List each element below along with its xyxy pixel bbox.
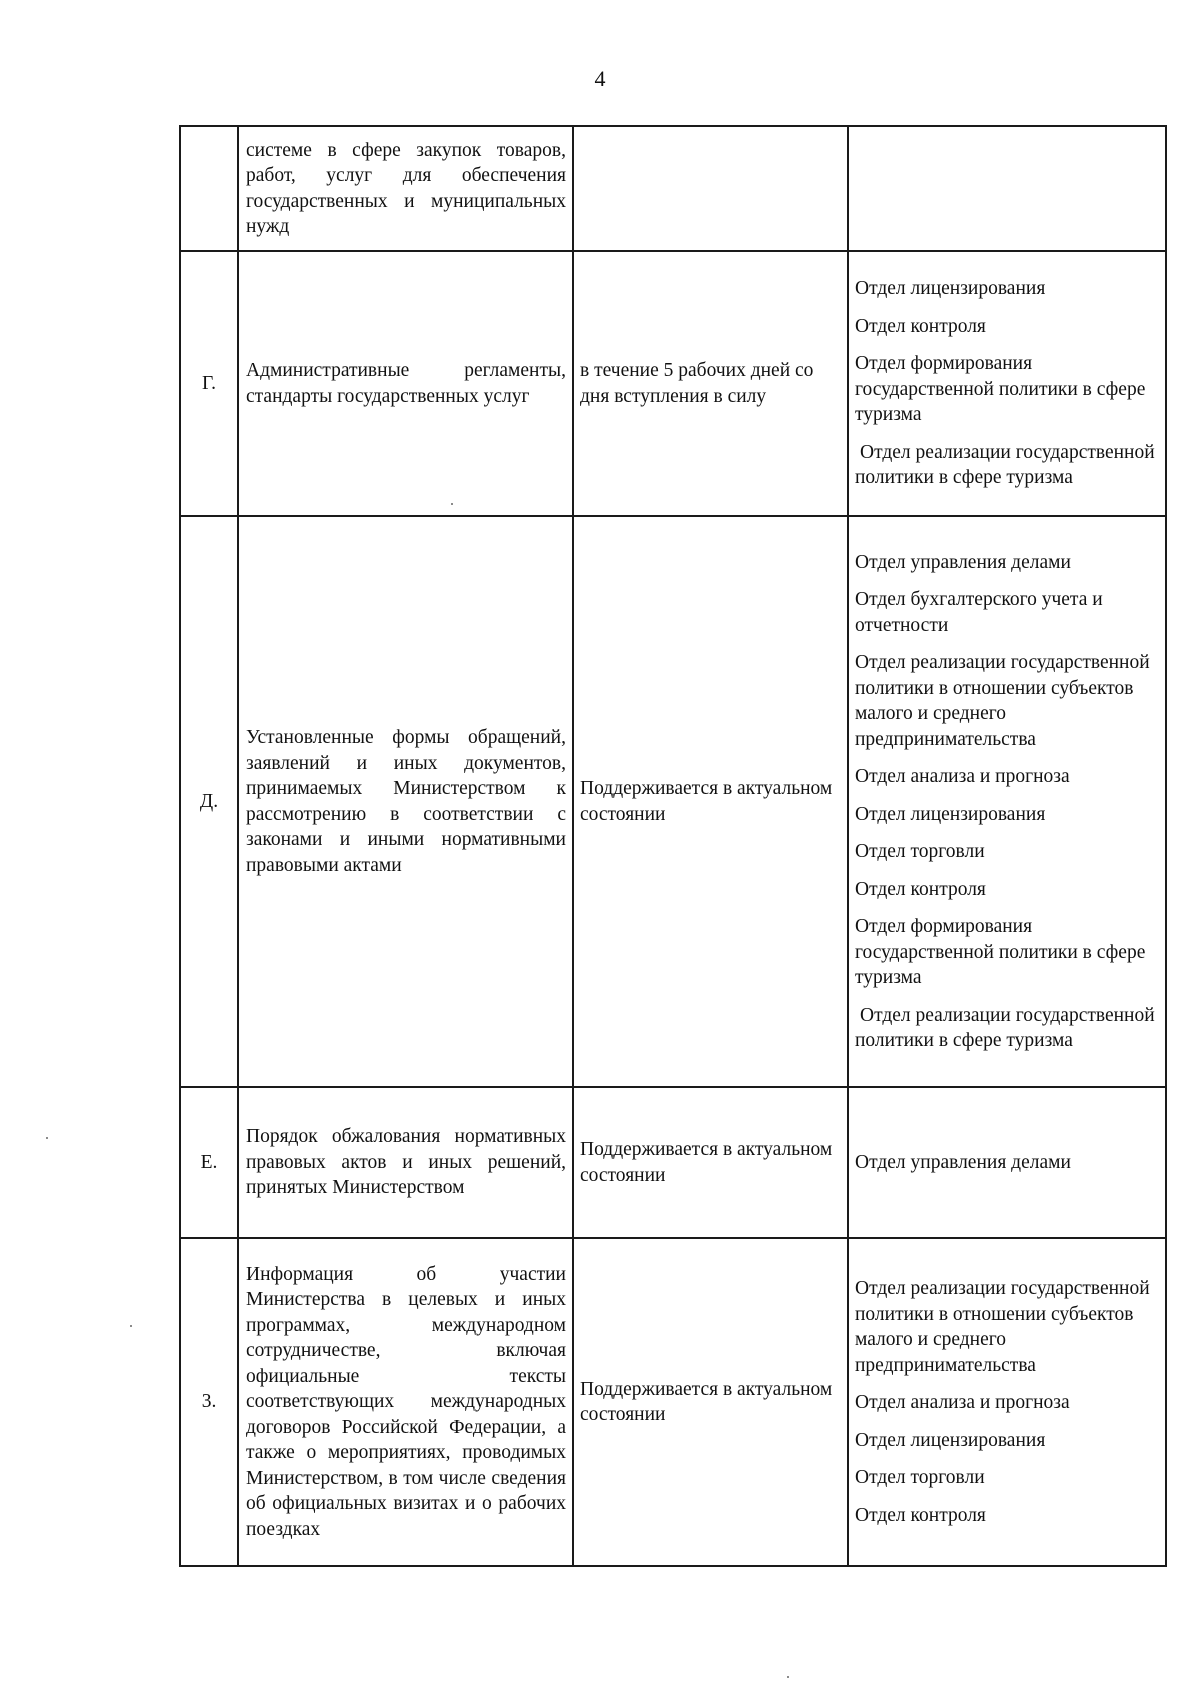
department-item: Отдел торговли xyxy=(855,841,985,862)
table-row xyxy=(180,251,1166,516)
department-item: Отдел лицензирования xyxy=(855,803,1046,825)
scan-speck xyxy=(130,1325,132,1327)
table-row xyxy=(180,126,1166,251)
department-item: Отдел формирования государственной политики в сфере туризма xyxy=(855,353,1146,426)
row-departments-cell xyxy=(848,1238,1166,1566)
row-title-cell: Административные регламенты, стандарты государственных услуг xyxy=(238,251,573,516)
department-item: Отдел лицензирования xyxy=(855,1429,1046,1451)
scan-speck xyxy=(451,503,453,505)
table-row xyxy=(180,516,1166,1087)
department-item: Отдел анализа и прогноза xyxy=(855,1392,1070,1413)
department-item: Отдел контроля xyxy=(855,315,986,337)
scan-speck xyxy=(46,1137,48,1139)
department-item: Отдел бухгалтерского учета и отчетности xyxy=(855,589,1103,636)
row-departments-cell xyxy=(848,126,1166,251)
department-item: Отдел реализации государственной политики в отношении субъектов малого и среднего предпринимательства xyxy=(855,652,1150,750)
row-index-cell: Е. xyxy=(180,1087,238,1238)
row-title-cell: Установленные формы обращений, заявлений и иных документов, принимаемых Министерством к рассмотрению в соответствии с законами и иными нормативными правовыми актами xyxy=(238,516,573,1087)
department-item: Отдел реализации государственной политики в сфере туризма xyxy=(855,1004,1155,1051)
row-index-cell xyxy=(180,126,238,251)
department-item: Отдел анализа и прогноза xyxy=(855,766,1070,787)
department-item: Отдел управления делами xyxy=(855,1151,1071,1173)
table-row xyxy=(180,1238,1166,1566)
row-term-cell: Поддерживается в актуальном состоянии xyxy=(573,516,848,1087)
department-item: Отдел лицензирования xyxy=(855,278,1046,300)
scan-speck xyxy=(787,1676,789,1678)
department-item: Отдел торговли xyxy=(855,1467,985,1488)
row-title-cell: Информация об участии Министерства в целевых и иных программах, международном сотрудничестве, включая официальные тексты соответствующих международных договоров Российской Федерации, а также о мероприятиях, проводимых Министерством, в том числе сведения об официальных визитах и о рабочих поездках xyxy=(238,1238,573,1566)
row-departments-cell xyxy=(848,1087,1166,1238)
page-number: 4 xyxy=(594,66,606,91)
department-item: Отдел управления делами xyxy=(855,551,1071,573)
document-table xyxy=(179,125,1167,1567)
table-row xyxy=(180,1087,1166,1238)
row-index-cell: 3. xyxy=(180,1238,238,1566)
department-item: Отдел контроля xyxy=(855,878,986,900)
department-item: Отдел формирования государственной политики в сфере туризма xyxy=(855,916,1146,988)
row-title-cell: системе в сфере закупок товаров, работ, услуг для обеспечения государственных и муниципальных нужд xyxy=(238,126,573,251)
row-title-cell: Порядок обжалования нормативных правовых актов и иных решений, принятых Министерством xyxy=(238,1087,573,1238)
department-item: Отдел реализации государственной политики в сфере туризма xyxy=(855,441,1155,489)
row-index-cell: Г. xyxy=(180,251,238,516)
row-term-cell: Поддерживается в актуальном состоянии xyxy=(573,1087,848,1238)
department-item: Отдел реализации государственной политики в отношении субъектов малого и среднего предпринимательства xyxy=(855,1278,1150,1376)
row-departments-cell xyxy=(848,516,1166,1087)
row-term-cell: Поддерживается в актуальном состоянии xyxy=(573,1238,848,1566)
department-item: Отдел контроля xyxy=(855,1504,986,1526)
row-term-cell: в течение 5 рабочих дней со дня вступления в силу xyxy=(573,251,848,516)
row-term-cell xyxy=(573,126,848,251)
row-departments-cell xyxy=(848,251,1166,516)
row-index-cell: Д. xyxy=(180,516,238,1087)
